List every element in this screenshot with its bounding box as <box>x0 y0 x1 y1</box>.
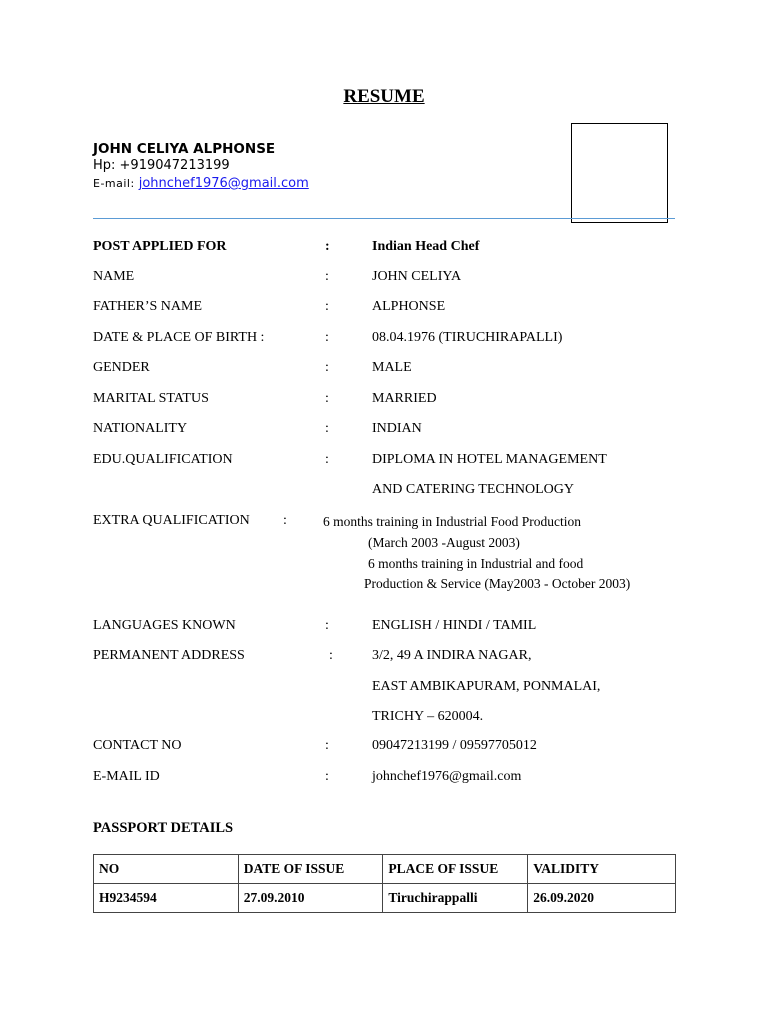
field-label-email: E-MAIL ID <box>93 769 160 784</box>
table-row <box>94 884 676 913</box>
applicant-email-line <box>93 176 309 191</box>
field-label-marital: MARITAL STATUS <box>93 391 209 406</box>
field-colon: : <box>325 299 329 314</box>
field-colon: : <box>325 391 329 406</box>
field-value-education-cont: AND CATERING TECHNOLOGY <box>372 482 574 497</box>
extra-line: (March 2003 -August 2003) <box>368 535 520 550</box>
field-colon: : <box>325 769 329 784</box>
table-header-cell: NO <box>94 855 239 884</box>
field-value-address: 3/2, 49 A INDIRA NAGAR, <box>372 648 532 663</box>
field-value-languages: ENGLISH / HINDI / TAMIL <box>372 618 537 633</box>
field-value-father: ALPHONSE <box>372 299 446 314</box>
field-colon: : <box>325 738 329 753</box>
field-label-languages: LANGUAGES KNOWN <box>93 618 236 633</box>
extra-line: 6 months training in Industrial and food <box>368 556 584 571</box>
field-label-address: PERMANENT ADDRESS <box>93 648 245 663</box>
extra-line: Production & Service (May2003 - October 2003) <box>364 576 631 591</box>
extra-line: 6 months training in Industrial Food Production <box>323 514 581 529</box>
table-header-row <box>94 855 676 884</box>
passport-section-title: PASSPORT DETAILS <box>93 820 234 836</box>
photo-placeholder <box>571 123 668 223</box>
email-link[interactable]: johnchef1976@gmail.com <box>138 176 309 191</box>
field-value-contact: 09047213199 / 09597705012 <box>372 738 537 753</box>
passport-table <box>93 854 676 913</box>
field-colon: : <box>325 360 329 375</box>
applicant-name: JOHN CELIYA ALPHONSE <box>93 141 276 157</box>
table-header-cell: PLACE OF ISSUE <box>383 855 528 884</box>
header-divider <box>93 218 675 219</box>
table-header-cell: DATE OF ISSUE <box>238 855 383 884</box>
field-colon: : <box>325 618 329 633</box>
field-value-education: DIPLOMA IN HOTEL MANAGEMENT <box>372 452 607 467</box>
field-value-address-line2: EAST AMBIKAPURAM, PONMALAI, <box>372 679 601 694</box>
field-label-extra: EXTRA QUALIFICATION <box>93 513 250 528</box>
field-colon: : <box>325 330 329 345</box>
field-label-gender: GENDER <box>93 360 150 375</box>
table-cell-validity: 26.09.2020 <box>528 884 676 913</box>
email-label: E-mail: <box>93 177 135 190</box>
table-cell-passport-no: H9234594 <box>94 884 239 913</box>
field-value-marital: MARRIED <box>372 391 437 406</box>
field-label-dob: DATE & PLACE OF BIRTH : <box>93 330 265 345</box>
field-label-contact: CONTACT NO <box>93 738 182 753</box>
field-value-nationality: INDIAN <box>372 421 422 436</box>
field-label-name: NAME <box>93 269 135 284</box>
field-colon: : <box>325 452 329 467</box>
field-value-gender: MALE <box>372 360 412 375</box>
field-colon: : <box>325 269 329 284</box>
field-value-name: JOHN CELIYA <box>372 269 462 284</box>
table-header-cell: VALIDITY <box>528 855 676 884</box>
field-colon: : <box>325 239 330 254</box>
field-label-education: EDU.QUALIFICATION <box>93 452 233 467</box>
field-value-address-line3: TRICHY – 620004. <box>372 709 484 724</box>
applicant-phone: Hp: +919047213199 <box>93 158 230 173</box>
field-label-father: FATHER’S NAME <box>93 299 203 314</box>
field-label-post: POST APPLIED FOR <box>93 239 227 254</box>
table-cell-date-of-issue: 27.09.2010 <box>238 884 383 913</box>
field-colon: : <box>325 421 329 436</box>
field-value-email: johnchef1976@gmail.com <box>372 769 522 784</box>
field-value-dob: 08.04.1976 (TIRUCHIRAPALLI) <box>372 330 563 345</box>
field-colon: : <box>329 648 333 663</box>
field-label-nationality: NATIONALITY <box>93 421 188 436</box>
field-value-post: Indian Head Chef <box>372 239 480 254</box>
resume-title: RESUME <box>343 86 425 107</box>
table-cell-place-of-issue: Tiruchirappalli <box>383 884 528 913</box>
field-colon: : <box>283 513 287 528</box>
